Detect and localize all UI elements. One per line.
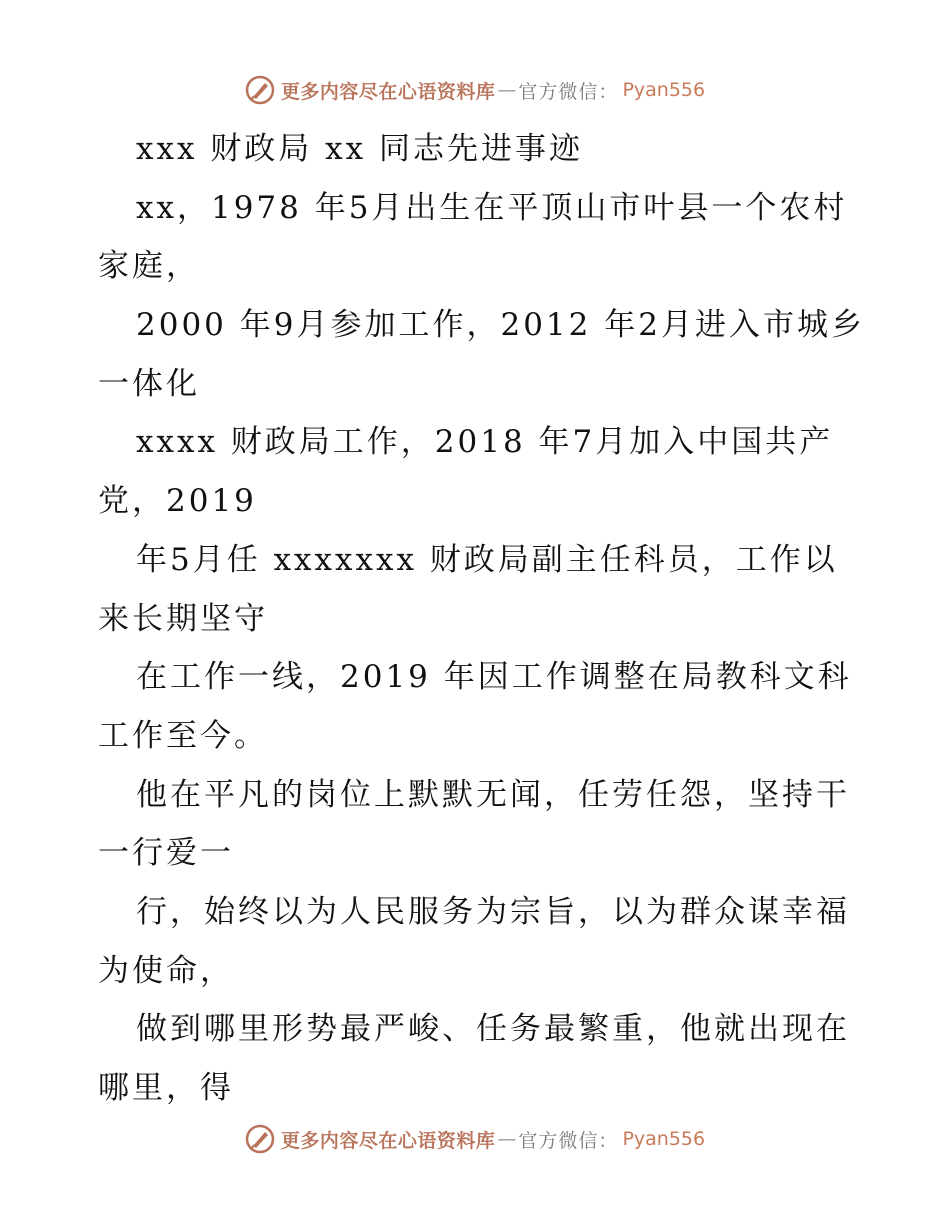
header-watermark xyxy=(0,72,950,108)
quill-logo-icon xyxy=(245,75,275,105)
watermark-wechat-id: Pyan556 xyxy=(622,79,706,101)
watermark-brand: 更多内容尽在心语资料库 xyxy=(280,1129,496,1152)
watermark-label: 官方微信： xyxy=(518,80,619,103)
watermark-brand: 更多内容尽在心语资料库 xyxy=(280,80,496,103)
text-line: 一行爱一 xyxy=(98,835,234,872)
text-line: 家庭， xyxy=(98,248,200,285)
document-title: xxx 财政局 xx 同志先进事迹 xyxy=(136,131,583,167)
text-line: 来长期坚守 xyxy=(98,600,268,637)
text-line: 哪里，得 xyxy=(98,1070,234,1106)
text-line: 党，2019 xyxy=(98,483,257,520)
text-line: 年5月任 xxxxxxx 财政局副主任科员，工作以 xyxy=(136,541,838,578)
text-line: 工作至今。 xyxy=(98,717,268,754)
text-line: 2000 年9月参加工作，2012 年2月进入市城乡 xyxy=(136,307,865,344)
text-line: xxxx 财政局工作，2018 年7月加入中国共产 xyxy=(136,424,834,461)
text-line: 他在平凡的岗位上默默无闻，任劳任怨，坚持干 xyxy=(136,776,850,813)
text-line: 行，始终以为人民服务为宗旨，以为群众谋幸福 xyxy=(136,893,850,930)
text-line: 做到哪里形势最严峻、任务最繁重，他就出现在 xyxy=(136,1011,850,1048)
watermark-separator: — xyxy=(497,1128,517,1150)
document-body xyxy=(98,120,865,1118)
watermark-wechat-id: Pyan556 xyxy=(622,1128,706,1150)
quill-logo-icon xyxy=(245,1124,275,1154)
watermark-separator: — xyxy=(497,79,517,101)
watermark-label: 官方微信： xyxy=(518,1129,619,1152)
footer-watermark xyxy=(0,1121,950,1157)
text-line: 一体化 xyxy=(98,365,200,402)
text-line: xx，1978 年5月出生在平顶山市叶县一个农村 xyxy=(136,189,848,226)
text-line: 在工作一线，2019 年因工作调整在局教科文科 xyxy=(136,659,852,696)
text-line: 为使命， xyxy=(98,952,234,989)
